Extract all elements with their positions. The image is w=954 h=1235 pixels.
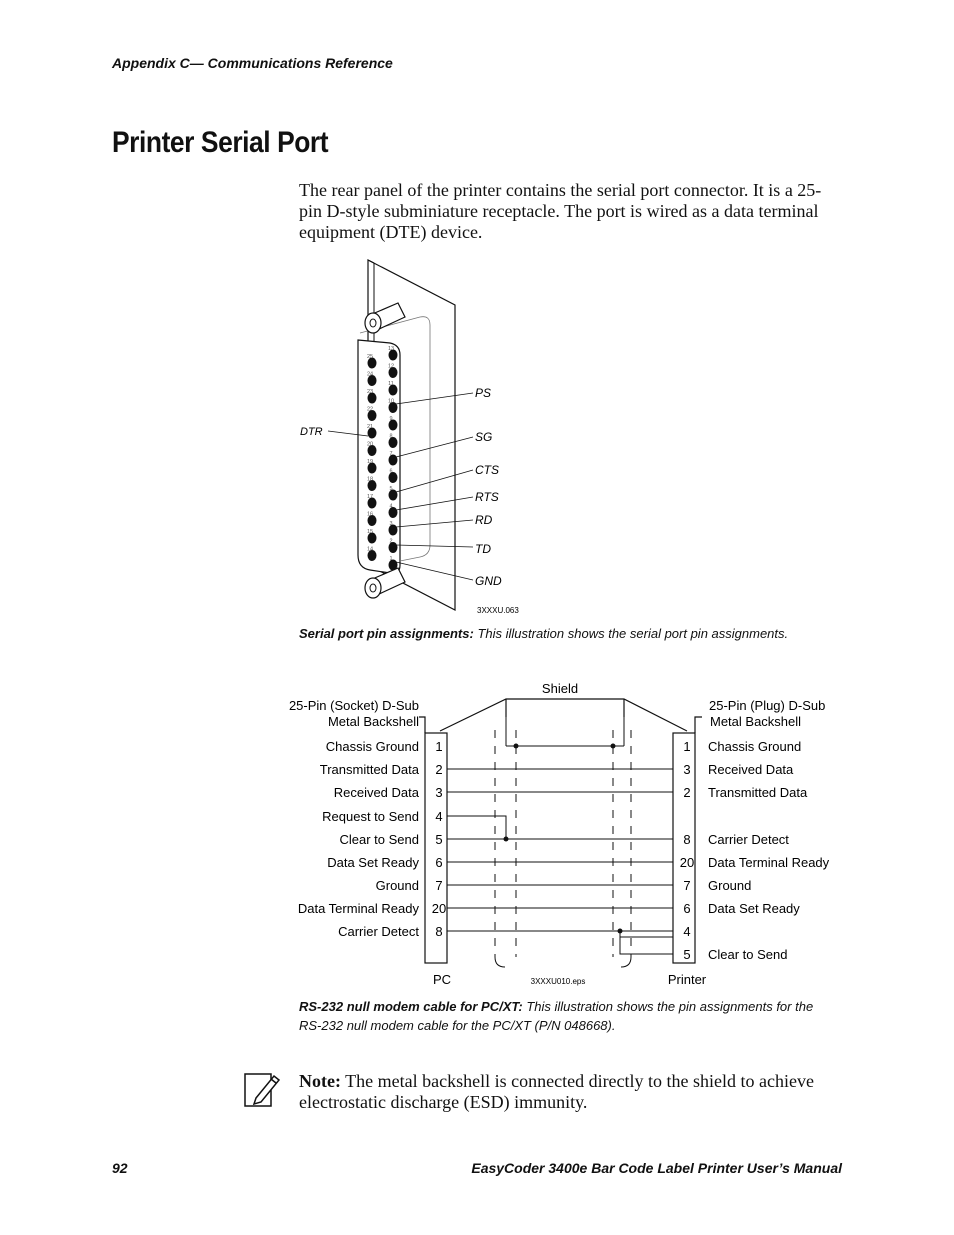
pin-number: 24 — [366, 371, 374, 378]
right-signal-label: Ground — [708, 878, 752, 893]
right-signal-label: Chassis Ground — [708, 739, 802, 754]
right-pin-number: 3 — [683, 762, 691, 777]
right-signal-label: Carrier Detect — [708, 832, 789, 847]
page-number: 92 — [112, 1160, 128, 1176]
pin-number: 11 — [388, 381, 394, 387]
label-rd: RD — [475, 513, 493, 527]
pin-number: 23 — [366, 389, 374, 395]
pin-number: 6 — [389, 468, 393, 475]
pin-number: 18 — [366, 476, 374, 483]
pin-number: 9 — [389, 416, 393, 422]
right-signal-label: Clear to Send — [708, 947, 788, 962]
shield-braid — [495, 730, 631, 957]
manual-title: EasyCoder 3400e Bar Code Label Printer User’s Manual — [471, 1160, 842, 1176]
pin-number: 21 — [366, 424, 374, 430]
pin-number: 12 — [387, 363, 395, 370]
figure1-caption-bold: Serial port pin assignments: — [299, 626, 474, 641]
figure2-caption-text: This illustration shows the pin assignments for the RS-232 null modem cable for the PC/XT (P/N 048668). — [299, 999, 814, 1033]
right-pin-number: 2 — [683, 785, 691, 800]
left-signal-label: Request to Send — [322, 809, 419, 824]
pin-number: 1 — [389, 556, 393, 562]
label-rts: RTS — [475, 490, 499, 504]
pin-number: 5 — [389, 486, 393, 492]
left-pin-number: 8 — [435, 924, 443, 939]
left-labels — [298, 739, 420, 939]
left-signal-label: Data Set Ready — [327, 855, 419, 870]
running-header: Appendix C— Communications Reference — [112, 55, 393, 71]
left-signal-label: Chassis Ground — [325, 739, 419, 754]
right-signal-label: Received Data — [708, 762, 794, 777]
left-signal-label: Ground — [375, 878, 419, 893]
pin-number: 7 — [389, 451, 393, 457]
figure1-caption — [299, 624, 859, 643]
left-pin-number: 2 — [435, 762, 443, 777]
page-title: Printer Serial Port — [112, 126, 329, 159]
left-pin-number: 20 — [431, 901, 447, 916]
left-pin-number: 5 — [435, 832, 443, 847]
serial-port-connector-figure — [290, 255, 550, 620]
cable-wires — [447, 717, 673, 954]
label-ps: PS — [475, 386, 492, 400]
note-label: Note: — [299, 1071, 341, 1091]
label-cts: CTS — [475, 463, 499, 477]
right-header-line1: 25-Pin (Plug) D-Sub — [709, 698, 826, 713]
pin-number: 4 — [389, 503, 393, 510]
right-header-line2: Metal Backshell — [710, 714, 802, 729]
pin-number: 22 — [366, 406, 374, 413]
pin-number: 20 — [366, 441, 374, 448]
left-signal-label: Data Terminal Ready — [297, 901, 419, 916]
left-pin-number: 3 — [435, 785, 443, 800]
pin-number: 13 — [387, 346, 395, 352]
pin-number: 10 — [387, 398, 395, 405]
right-pin-number: 6 — [683, 901, 691, 916]
shield-label: Shield — [541, 681, 579, 696]
label-dtr: DTR — [300, 426, 323, 438]
figure1-caption-text: This illustration shows the serial port pin assignments. — [473, 626, 789, 641]
pin-number: 2 — [389, 538, 393, 545]
left-signal-label: Received Data — [333, 785, 419, 800]
pin-number: 3 — [389, 521, 393, 527]
right-signal-label: Data Set Ready — [708, 901, 800, 916]
pin-number: 19 — [366, 459, 374, 465]
left-header-line1: 25-Pin (Socket) D-Sub — [288, 698, 419, 713]
label-gnd: GND — [475, 574, 502, 588]
pin-number: 17 — [366, 494, 374, 500]
label-sg: SG — [475, 430, 493, 444]
left-pin-number: 6 — [435, 855, 443, 870]
right-labels — [708, 739, 830, 962]
null-modem-cable-figure — [270, 675, 870, 995]
right-pin-number: 7 — [683, 878, 691, 893]
pc-label: PC — [432, 972, 452, 987]
left-signal-label: Clear to Send — [339, 832, 419, 847]
left-pin-number: 1 — [435, 739, 443, 754]
right-pin-number: 5 — [683, 947, 691, 962]
right-signal-label: Data Terminal Ready — [708, 855, 830, 870]
label-td: TD — [475, 542, 491, 556]
note-paragraph — [299, 1071, 839, 1113]
intro-paragraph: The rear panel of the printer contains the serial port connector. It is a 25-pin D-style subminiature receptacle. The port is wired as a data terminal equipment (DTE) device. — [299, 180, 822, 242]
left-signal-label: Transmitted Data — [319, 762, 419, 777]
printer-label: Printer — [667, 972, 707, 987]
right-pin-number: 1 — [683, 739, 691, 754]
figure2-caption — [299, 997, 839, 1035]
left-pin-number: 7 — [435, 878, 443, 893]
note-text: The metal backshell is connected directly to the shield to achieve electrostatic discharge (ESD) immunity. — [299, 1071, 814, 1112]
left-pin-number: 4 — [435, 809, 443, 824]
note-pencil-icon — [242, 1068, 282, 1112]
figure2-caption-bold: RS-232 null modem cable for PC/XT: — [299, 999, 523, 1014]
left-signal-label: Carrier Detect — [338, 924, 419, 939]
right-pin-number: 4 — [683, 924, 691, 939]
pin-number: 25 — [366, 354, 374, 360]
shield-wire — [440, 699, 687, 731]
pin-number: 14 — [366, 546, 374, 553]
pin-number: 16 — [366, 511, 374, 518]
figure2-file-id: 3XXXU010.eps — [530, 977, 586, 986]
pin-number: 8 — [389, 433, 393, 440]
figure1-file-id: 3XXXU.063 — [477, 606, 519, 615]
left-header-line2: Metal Backshell — [327, 714, 419, 729]
right-pin-number: 20 — [679, 855, 695, 870]
pin-number: 15 — [366, 529, 374, 535]
right-signal-label: Transmitted Data — [708, 785, 808, 800]
right-pin-number: 8 — [683, 832, 691, 847]
